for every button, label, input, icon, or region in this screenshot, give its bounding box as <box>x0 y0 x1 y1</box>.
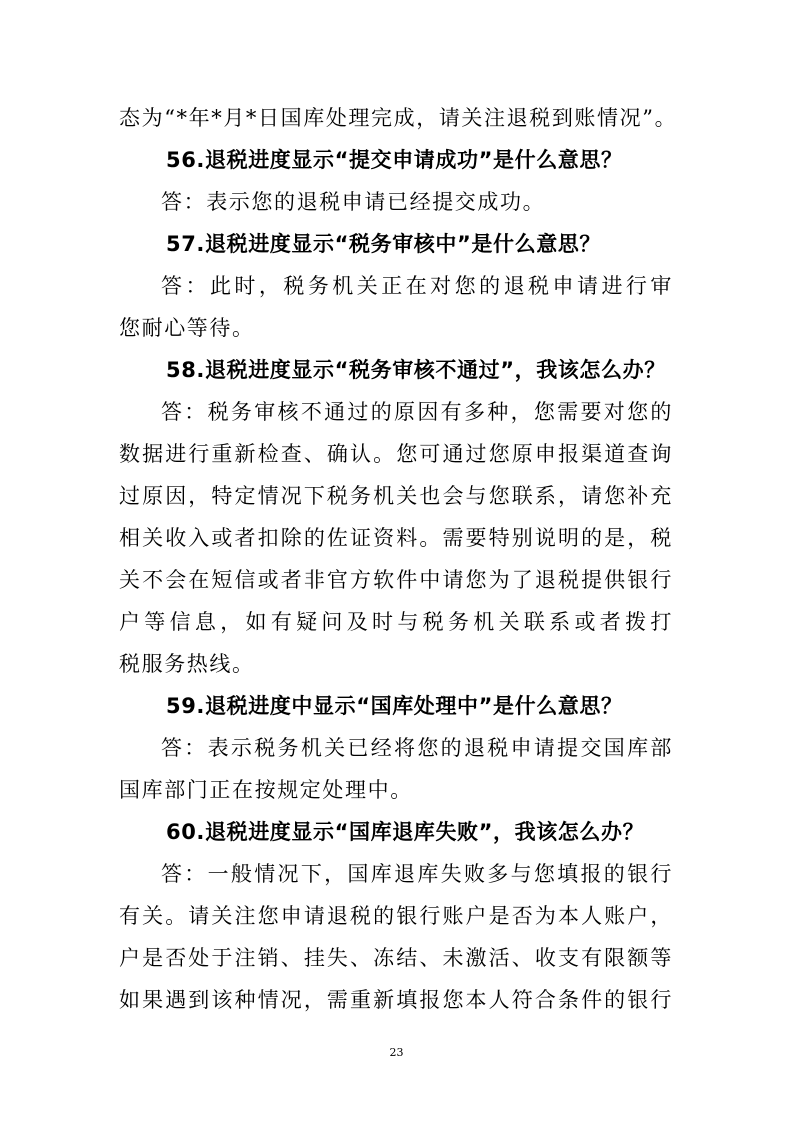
answer-line-60: 有关。请关注您申请退税的银行账户是否为本人账户， <box>119 904 673 928</box>
answer-line-58: 数据进行重新检查、确认。您可通过您原申报渠道查询 <box>119 442 673 466</box>
answer-line-57: 答：此时，税务机关正在对您的退税申请进行审 <box>161 274 673 298</box>
answer-line-59: 国库部门正在按规定处理中。 <box>119 778 413 802</box>
answer-line-58: 税服务热线。 <box>119 652 255 676</box>
answer-line-57: 您耐心等待。 <box>119 316 255 340</box>
page-number: 23 <box>389 1046 404 1059</box>
question-heading-59: 59.退税进度中显示“国库处理中”是什么意思？ <box>166 694 623 718</box>
paragraph-line: 态为“*年*月*日国库处理完成，请关注退税到账情况”。 <box>119 106 678 130</box>
answer-line-59: 答：表示税务机关已经将您的退税申请提交国库部 <box>161 736 673 760</box>
question-heading-57: 57.退税进度显示“税务审核中”是什么意思？ <box>166 232 602 256</box>
question-heading-60: 60.退税进度显示“国库退库失败”，我该怎么办？ <box>166 820 645 844</box>
answer-line-60: 户是否处于注销、挂失、冻结、未激活、收支有限额等 <box>119 946 673 970</box>
answer-line-58: 相关收入或者扣除的佐证资料。需要特别说明的是，税 <box>119 526 673 550</box>
answer-line-58: 关不会在短信或者非官方软件中请您为了退税提供银行 <box>119 568 673 592</box>
answer-line-58: 过原因，特定情况下税务机关也会与您联系，请您补充 <box>119 484 673 508</box>
question-heading-56: 56.退税进度显示“提交申请成功”是什么意思？ <box>166 148 623 172</box>
answer-line-60: 如果遇到该种情况，需重新填报您本人符合条件的银行 <box>119 988 673 1012</box>
question-heading-58: 58.退税进度显示“税务审核不通过”，我该怎么办？ <box>166 358 666 382</box>
answer-line-58: 答：税务审核不通过的原因有多种，您需要对您的 <box>161 400 673 424</box>
answer-line-60: 答：一般情况下，国库退库失败多与您填报的银行 <box>161 862 673 886</box>
answer-line-56: 答：表示您的退税申请已经提交成功。 <box>161 190 546 214</box>
answer-line-58: 户等信息，如有疑问及时与税务机关联系或者拨打 <box>119 610 673 634</box>
